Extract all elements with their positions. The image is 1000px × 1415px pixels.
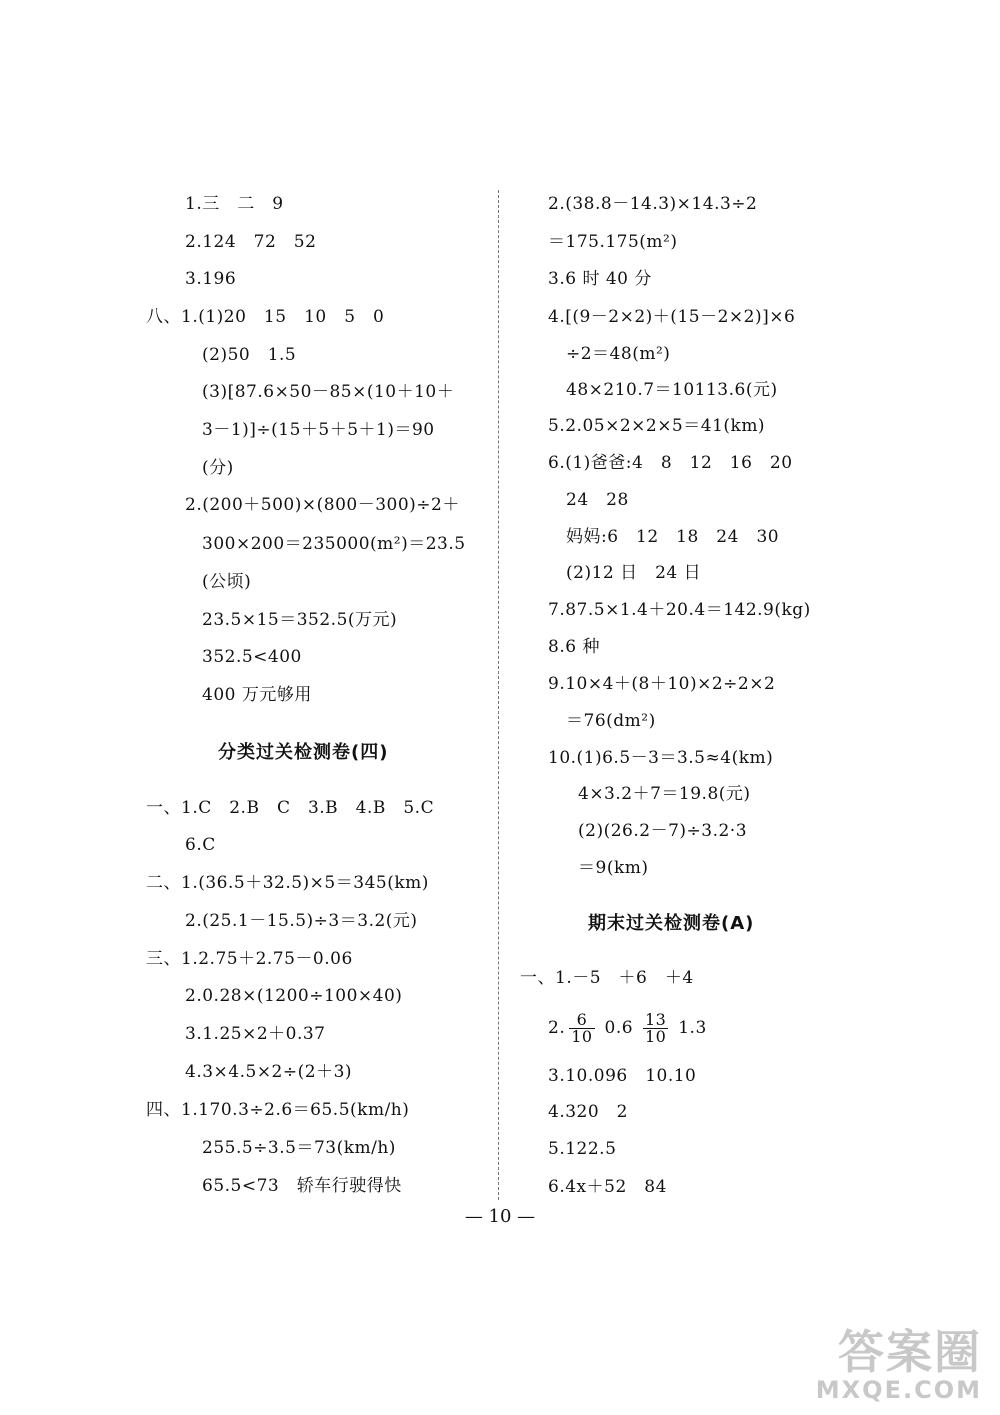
answer-line: 4×3.2＋7＝19.8(元) (578, 784, 751, 804)
answer-line: 4.[(9－2×2)＋(15－2×2)]×6 (548, 307, 796, 327)
answer-line: 5.122.5 (548, 1139, 617, 1159)
column-divider (498, 190, 499, 1200)
answer-line: 三、1.2.75＋2.75－0.06 (146, 949, 353, 969)
answer-line: ＝9(km) (578, 858, 649, 878)
answer-line: (3)[87.6×50－85×(10＋10＋ (202, 382, 455, 402)
answer-line: 八、1.(1)20 15 10 5 0 (146, 307, 385, 327)
page-number: — 10 — (464, 1206, 536, 1227)
answer-line: 2.(200＋500)×(800－300)÷2＋ (185, 495, 460, 515)
answer-line: 24 28 (566, 490, 629, 510)
answer-line: 4.320 2 (548, 1102, 628, 1122)
fraction-answer-line (548, 1010, 707, 1046)
item-prefix: 2. (548, 1018, 566, 1038)
watermark-url: MXQE.COM (815, 1376, 982, 1404)
answer-line: 352.5<400 (202, 647, 302, 667)
answer-line: 6.C (185, 835, 216, 855)
answer-line: 2.(25.1－15.5)÷3＝3.2(元) (185, 911, 418, 931)
answer-line: 1.三 二 9 (185, 194, 284, 214)
answer-line: 二、1.(36.5＋32.5)×5＝345(km) (146, 873, 429, 893)
answer-line: 四、1.170.3÷2.6＝65.5(km/h) (146, 1100, 410, 1120)
answer-line: ÷2＝48(m²) (566, 344, 671, 364)
answer-line: 7.87.5×1.4＋20.4＝142.9(kg) (548, 600, 811, 620)
answer-line: 6.4x＋52 84 (548, 1177, 667, 1197)
answer-line: ＝175.175(m²) (548, 232, 678, 252)
answer-line: 3－1)]÷(15＋5＋5＋1)＝90 (202, 420, 435, 440)
answer-line: 2.(38.8－14.3)×14.3÷2 (548, 194, 758, 214)
answer-line: 8.6 种 (548, 637, 600, 657)
answer-line: (分) (202, 458, 234, 478)
fraction-denominator: 10 (644, 1027, 667, 1046)
answer-line: (2)(26.2－7)÷3.2·3 (578, 821, 748, 841)
answer-line: (公顷) (202, 572, 252, 592)
watermark-text: 答案圈 (838, 1325, 982, 1379)
answer-line: 10.(1)6.5－3＝3.5≈4(km) (548, 748, 774, 768)
fraction (569, 1012, 594, 1045)
fraction-denominator: 10 (571, 1027, 593, 1046)
fraction-numerator: 6 (569, 1012, 594, 1029)
answer-line: (2)50 1.5 (202, 345, 297, 365)
answer-line: 255.5÷3.5＝73(km/h) (202, 1138, 396, 1158)
answer-line: 3.10.096 10.10 (548, 1066, 697, 1086)
answer-line: 48×210.7＝10113.6(元) (566, 380, 778, 400)
answer-line: 一、1.－5 ＋6 ＋4 (520, 968, 694, 988)
answer-line: 4.3×4.5×2÷(2＋3) (185, 1062, 353, 1082)
answer-line: 9.10×4＋(8＋10)×2÷2×2 (548, 674, 776, 694)
answer-line: 2.124 72 52 (185, 232, 317, 252)
answer-line: 妈妈:6 12 18 24 30 (566, 527, 780, 547)
answer-line: 6.(1)爸爸:4 8 12 16 20 (548, 453, 793, 473)
answer-line: 3.196 (185, 269, 237, 289)
decimal-value: 1.3 (678, 1018, 707, 1038)
answer-line: 5.2.05×2×2×5＝41(km) (548, 416, 766, 436)
decimal-value: 0.6 (604, 1018, 634, 1038)
answer-line: 23.5×15＝352.5(万元) (202, 610, 398, 630)
answer-line: 3.6 时 40 分 (548, 269, 652, 289)
answer-line: (2)12 日 24 日 (566, 563, 702, 583)
answer-line: 65.5<73 轿车行驶得快 (202, 1176, 402, 1196)
fraction (643, 1012, 668, 1045)
section-heading: 期末过关检测卷(A) (588, 913, 755, 934)
answer-line: 400 万元够用 (202, 685, 312, 705)
answer-line: 2.0.28×(1200÷100×40) (185, 986, 403, 1006)
watermark-logo (802, 1327, 982, 1407)
answer-line: ＝76(dm²) (566, 711, 656, 731)
answer-line: 3.1.25×2＋0.37 (185, 1024, 326, 1044)
answer-line: 300×200＝235000(m²)＝23.5 (202, 534, 466, 554)
answer-line: 一、1.C 2.B C 3.B 4.B 5.C (146, 798, 435, 818)
fraction-numerator: 13 (644, 1010, 667, 1029)
section-heading: 分类过关检测卷(四) (218, 742, 389, 763)
